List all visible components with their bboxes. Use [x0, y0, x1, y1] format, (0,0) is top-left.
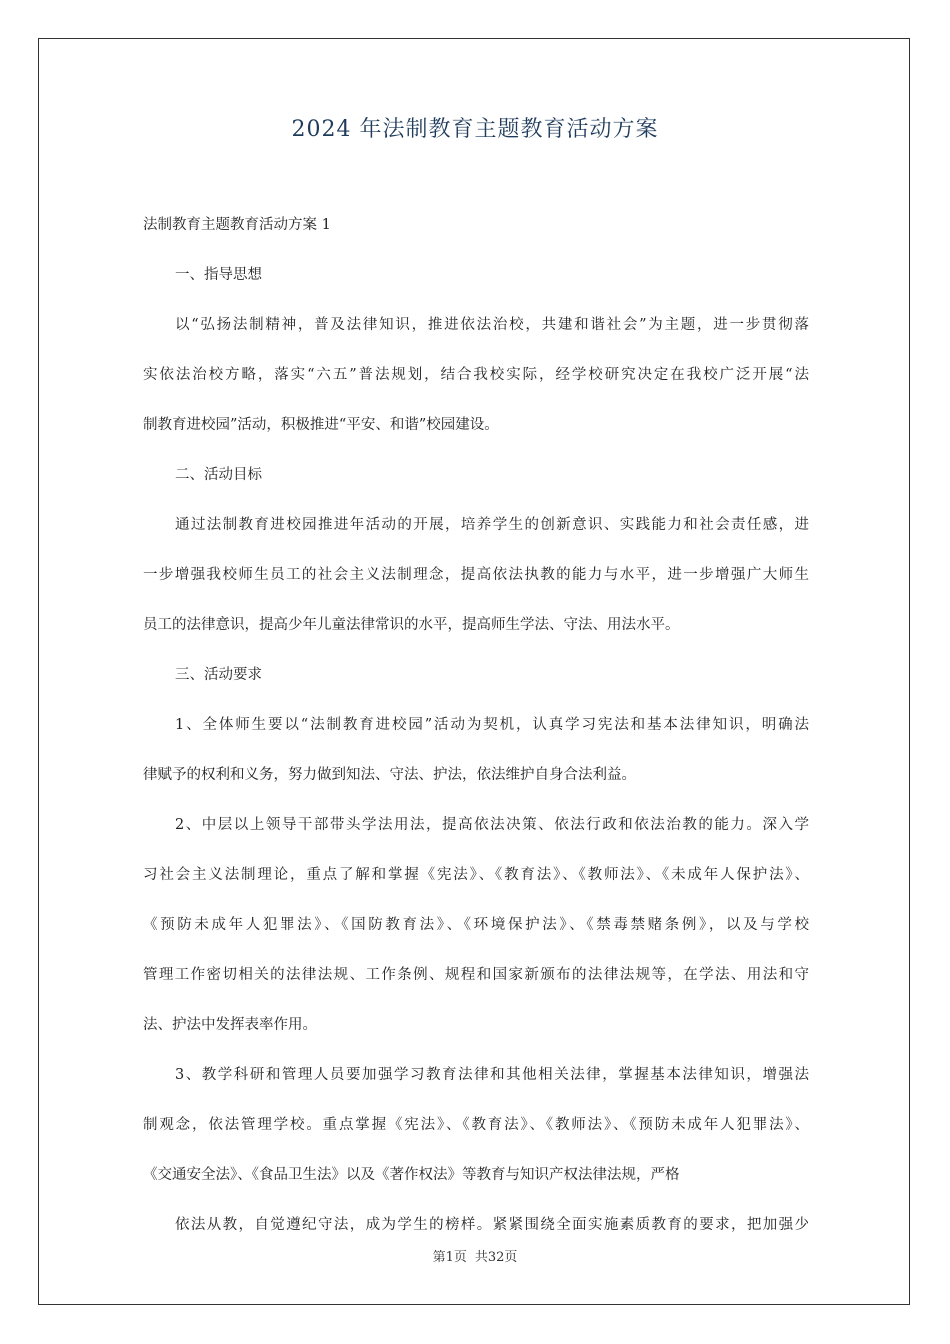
paragraph-line: 1、全体师生要以“法制教育进校园”活动为契机，认真学习宪法和基本法律知识，明确法	[175, 717, 809, 733]
page-number: 第1页	[432, 1250, 467, 1265]
section-heading: 法制教育主题教育活动方案 1	[143, 217, 331, 233]
paragraph-line: 律赋予的权利和义务，努力做到知法、守法、护法，依法维护自身合法利益。	[143, 767, 636, 783]
subheading-goals: 二、活动目标	[175, 467, 262, 483]
paragraph-line: 一步增强我校师生员工的社会主义法制理念，提高依法执教的能力与水平，进一步增强广大师生	[143, 567, 809, 583]
subheading-requirements: 三、活动要求	[175, 667, 262, 683]
paragraph-line: 法、护法中发挥表率作用。	[143, 1017, 317, 1033]
paragraph-line: 制观念，依法管理学校。重点掌握《宪法》、《教育法》、《教师法》、《预防未成年人犯罪法》、	[143, 1117, 809, 1133]
paragraph-line: 以“弘扬法制精神，普及法律知识，推进依法治校，共建和谐社会”为主题，进一步贯彻落	[175, 317, 809, 333]
paragraph-line: 2、中层以上领导干部带头学法用法，提高依法决策、依法行政和依法治教的能力。深入学	[175, 817, 809, 833]
paragraph-line: 依法从教，自觉遵纪守法，成为学生的榜样。紧紧围绕全面实施素质教育的要求，把加强少	[175, 1217, 809, 1233]
paragraph-line: 习社会主义法制理论，重点了解和掌握《宪法》、《教育法》、《教师法》、《未成年人保护法》、	[143, 867, 809, 883]
page-footer	[0, 1246, 950, 1265]
paragraph-line: 制教育进校园”活动，积极推进“平安、和谐”校园建设。	[143, 417, 499, 433]
page-total: 共32页	[474, 1250, 518, 1265]
paragraph-line: 3、教学科研和管理人员要加强学习教育法律和其他相关法律，掌握基本法律知识，增强法	[175, 1067, 809, 1083]
paragraph-line: 《预防未成年人犯罪法》、《国防教育法》、《环境保护法》、《禁毒禁赌条例》，以及与学校	[143, 917, 809, 933]
document-body	[143, 200, 809, 1250]
subheading-guiding-thought: 一、指导思想	[175, 267, 262, 283]
paragraph-line: 管理工作密切相关的法律法规、工作条例、规程和国家新颁布的法律法规等，在学法、用法和守	[143, 967, 809, 983]
paragraph-line: 员工的法律意识，提高少年儿童法律常识的水平，提高师生学法、守法、用法水平。	[143, 617, 680, 633]
document-title: 2024 年法制教育主题教育活动方案	[291, 117, 659, 142]
paragraph-line: 通过法制教育进校园推进年活动的开展，培养学生的创新意识、实践能力和社会责任感，进	[175, 517, 809, 533]
paragraph-line: 《交通安全法》、《食品卫生法》以及《著作权法》等教育与知识产权法律法规，严格	[143, 1167, 680, 1183]
paragraph-line: 实依法治校方略，落实“六五”普法规划，结合我校实际，经学校研究决定在我校广泛开展“法	[143, 367, 809, 383]
